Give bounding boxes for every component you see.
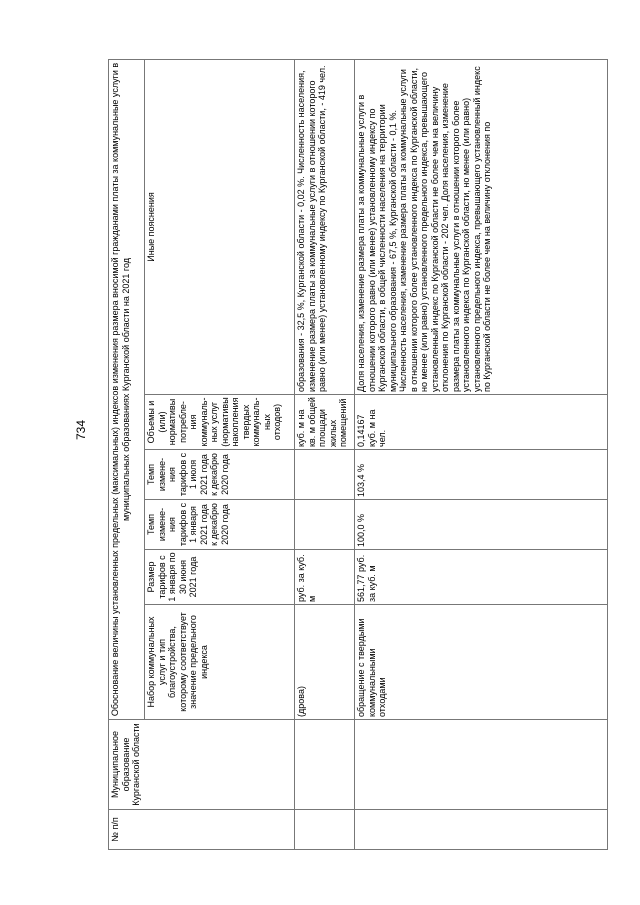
- header-number: № п/п: [109, 810, 295, 850]
- header-group-title: Обоснование величины установленных предельных (максимальных) индексов изменения размера вносимой гражданами платы за коммунальные услуги в муниципальных образованиях Курганской области на 2021 год: [109, 59, 145, 719]
- header-rate-july: Темп измене-ния тарифов с 1 июля 2021 года к декабрю 2020 года: [145, 450, 295, 500]
- page-number: 734: [74, 419, 88, 440]
- cell-rate-january: [295, 500, 355, 550]
- table-row: [355, 59, 608, 849]
- cell-service: (дрова): [295, 605, 355, 720]
- cell-rate-july: [295, 450, 355, 500]
- indices-table: [108, 59, 608, 850]
- cell-number: [295, 810, 355, 850]
- header-row-group: [109, 59, 145, 849]
- header-services: Набор коммунальных услуг и тип благоустройства, которому соответствует значение предельного индекса: [145, 605, 295, 720]
- cell-rate-january: 100,0 %: [355, 500, 608, 550]
- cell-rate-july: 103,4 %: [355, 450, 608, 500]
- header-volumes: Объемы и (или) нормативы потребле-ния коммуналь-ных услуг (нормативы накопления твердых коммуналь-ных отходов): [145, 395, 295, 450]
- cell-notes: Доля населения, изменение размера платы за коммунальные услуги в отношении которого равно (или менее) установленному индексу по Курганской области, в общей численности населения на территории муниципального образования - 67,5 %, Курганской области - 0,1 %. Численность населения, изменение размера платы за коммунальные услуги в отношении которого более установленного индекса по Курганской области, но менее (или равно) установленного предельного индекса, превышающего установленный индекс по Курганской области не более чем на величину отклонения по Курганской области - 202 чел. Доля населения, изменение размера платы за коммунальные услуги в отношении которого более установленного индекса по Курганской области, но менее (или равно) установленного предельного индекса, превышающего установленный индекс по Курганской области не более чем на величину отклонения по: [355, 59, 608, 394]
- table-row: [295, 59, 355, 849]
- cell-notes: образования - 32,5 %, Курганской области - 0,02 %. Численность населения, изменение размера платы за коммунальные услуги в отношении которого равно (или менее) установленному индексу по Курганской области, - 419 чел.: [295, 59, 355, 394]
- header-notes: Иные пояснения: [145, 59, 295, 394]
- cell-number: [355, 810, 608, 850]
- document-table-container: [108, 60, 608, 850]
- cell-volume: куб. м на кв. м общей площади жилых помещений: [295, 395, 355, 450]
- header-rate-january: Темп измене-ния тарифов с 1 января 2021 года к декабрю 2020 года: [145, 500, 295, 550]
- cell-volume: 0,14167 куб. м на чел.: [355, 395, 608, 450]
- header-tariff-size: Размер тарифов с 1 января по 30 июня 2021 года: [145, 550, 295, 605]
- cell-tariff-size: руб. за куб. м: [295, 550, 355, 605]
- cell-service: обращение с твердыми коммунальными отходами: [355, 605, 608, 720]
- cell-municipality: [355, 720, 608, 810]
- cell-tariff-size: 561,77 руб. за куб. м: [355, 550, 608, 605]
- header-municipality: Муниципальное образование Курганской области: [109, 720, 295, 810]
- cell-municipality: [295, 720, 355, 810]
